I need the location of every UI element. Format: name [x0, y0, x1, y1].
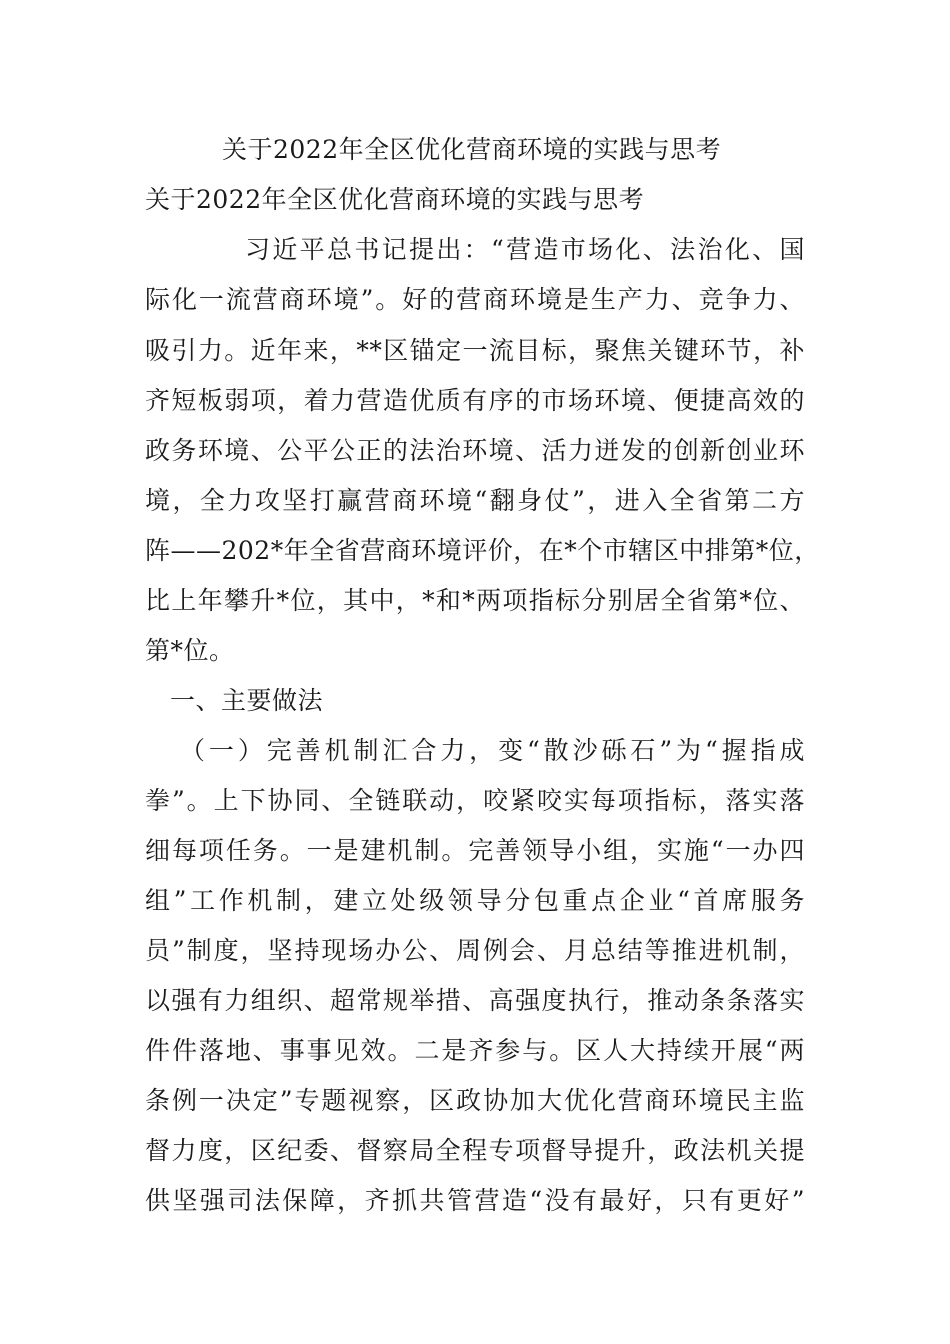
paragraph-line: 件件落地、事事见效。二是齐参与。区人大持续开展“两 [145, 1036, 805, 1065]
paragraph-line: 员”制度，坚持现场办公、周例会、月总结等推进机制， [145, 936, 805, 965]
paragraph-line: 吸引力。近年来，**区锚定一流目标，聚焦关键环节，补 [145, 336, 805, 365]
paragraph-line: 比上年攀升*位，其中，*和*两项指标分别居全省第*位、 [145, 586, 805, 615]
document-subtitle: 关于2022年全区优化营商环境的实践与思考 [145, 185, 645, 214]
paragraph-line: 齐短板弱项，着力营造优质有序的市场环境、便捷高效的 [145, 386, 805, 415]
paragraph-line: 际化一流营商环境”。好的营商环境是生产力、竞争力、 [145, 285, 805, 314]
paragraph-line: 条例一决定”专题视察，区政协加大优化营商环境民主监 [145, 1086, 805, 1115]
section-heading: 一、主要做法 [170, 686, 324, 715]
paragraph-line: 政务环境、公平公正的法治环境、活力迸发的创新创业环 [145, 436, 805, 465]
paragraph-line: 供坚强司法保障，齐抓共管营造“没有最好，只有更好” [145, 1186, 805, 1215]
paragraph-line: 拳”。上下协同、全链联动，咬紧咬实每项指标，落实落 [145, 786, 805, 815]
paragraph-line: 细每项任务。一是建机制。完善领导小组，实施“一办四 [145, 836, 805, 865]
paragraph-line: 第*位。 [145, 636, 235, 665]
document-title: 关于2022年全区优化营商环境的实践与思考 [222, 135, 722, 164]
paragraph-line: （一）完善机制汇合力，变“散沙砾石”为“握指成 [180, 736, 805, 765]
paragraph-line: 阵——202*年全省营商环境评价，在*个市辖区中排第*位， [145, 536, 820, 565]
paragraph-line: 境，全力攻坚打赢营商环境“翻身仗”，进入全省第二方 [145, 486, 805, 515]
paragraph-line: 组”工作机制，建立处级领导分包重点企业“首席服务 [145, 886, 805, 915]
paragraph-line: 以强有力组织、超常规举措、高强度执行，推动条条落实 [145, 986, 805, 1015]
paragraph-line: 习近平总书记提出：“营造市场化、法治化、国 [245, 235, 805, 264]
paragraph-line: 督力度，区纪委、督察局全程专项督导提升，政法机关提 [145, 1136, 805, 1165]
